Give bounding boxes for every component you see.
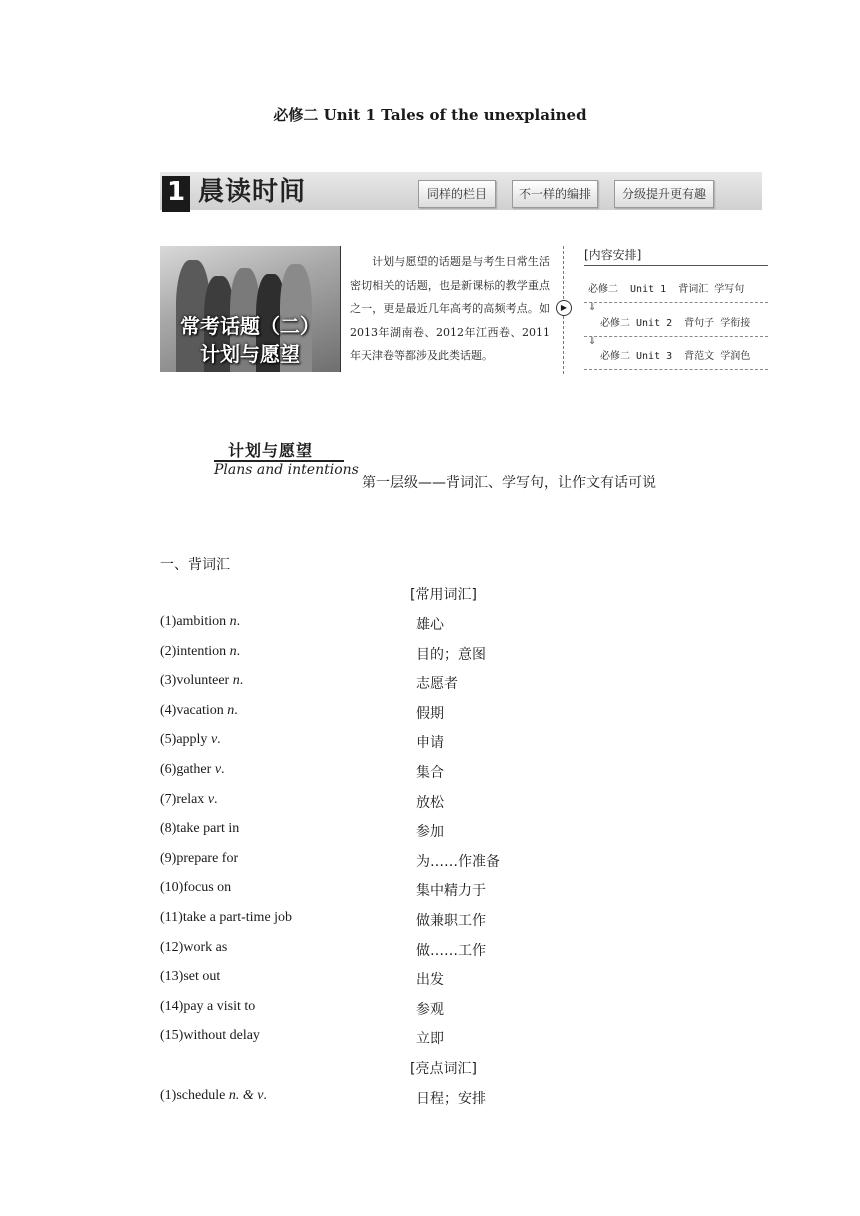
vocab-meaning: 立即 <box>416 1031 444 1048</box>
toc-item: 必修二 Unit 2 背句子 学衔接 <box>600 318 751 329</box>
vocab-meaning: 为……作准备 <box>416 853 500 870</box>
vocab-meaning: 做兼职工作 <box>416 913 486 929</box>
divider <box>584 265 768 266</box>
vocab-word: (9)prepare for <box>160 850 239 866</box>
down-arrow-icon: ⇓ <box>588 302 597 313</box>
vocab-meaning: 参加 <box>416 824 444 841</box>
vocab-meaning: 志愿者 <box>416 676 458 693</box>
divider <box>584 369 768 370</box>
vocab-meaning: 假期 <box>416 705 444 722</box>
page-title: 必修二 Unit 1 Tales of the unexplained <box>273 106 587 124</box>
banner-tag-graded: 分级提升更有趣 <box>614 180 714 208</box>
vocab-word: (14)pay a visit to <box>160 998 256 1014</box>
vocab-word: (10)focus on <box>160 880 232 896</box>
topic-photo <box>160 246 340 372</box>
vocab-word: (2)intention n. <box>160 643 241 659</box>
vocab-word: (5)apply v. <box>160 732 221 748</box>
level-heading: 第一层级——背词汇、学写句，让作文有话可说 <box>362 475 656 491</box>
vocab-meaning: 出发 <box>416 972 444 989</box>
banner-tag-same-column: 同样的栏目 <box>418 180 496 208</box>
vocab-word: (8)take part in <box>160 821 240 837</box>
play-arrow-icon: ▶ <box>556 300 572 316</box>
vocab-meaning: 申请 <box>416 735 444 752</box>
heading-vocabulary: 一、背词汇 <box>160 557 230 573</box>
vocab-word: (1)schedule n. & v. <box>160 1088 267 1103</box>
vocab-meaning: 日程；安排 <box>416 1091 486 1107</box>
vocab-meaning: 目的；意图 <box>416 646 486 663</box>
category-highlight: [亮点词汇] <box>410 1061 477 1077</box>
vocab-word: (1)ambition n. <box>160 614 241 629</box>
photo-caption-line2: 计划与愿望 <box>200 342 300 366</box>
vocab-word: (11)take a part-time job <box>160 910 293 925</box>
banner-tag-different-layout: 不一样的编排 <box>512 180 598 208</box>
category-common: [常用词汇] <box>410 587 477 603</box>
vocab-word: (4)vacation n. <box>160 702 238 718</box>
vocab-word: (13)set out <box>160 969 221 985</box>
vocab-meaning: 集中精力于 <box>416 883 486 900</box>
divider <box>340 246 341 372</box>
banner-title: 晨读时间 <box>198 177 307 207</box>
divider <box>584 302 768 303</box>
photo-caption-line1: 常考话题（二） <box>180 314 320 338</box>
vocab-word: (6)gather v. <box>160 762 225 777</box>
vocab-word: (12)work as <box>160 939 228 955</box>
vocab-meaning: 雄心 <box>416 617 444 633</box>
section-title-en: Plans and intentions <box>214 462 359 478</box>
section-title-cn: 计划与愿望 <box>228 441 314 460</box>
banner-number-icon: 1 <box>162 176 190 212</box>
intro-description: 计划与愿望的话题是与考生日常生活密切相关的话题，也是新课标的教学重点之一，更是最近几年高考的高频考点。如2013年湖南卷、2012年江西卷、2011年天津卷等都涉及此类话题。 <box>350 255 550 362</box>
vocab-word: (7)relax v. <box>160 791 218 807</box>
vocab-word: (3)volunteer n. <box>160 673 244 689</box>
vocab-word: (15)without delay <box>160 1028 260 1044</box>
vocab-meaning: 集合 <box>416 765 444 781</box>
divider <box>584 336 768 337</box>
toc-item: 必修二 Unit 3 背范文 学润色 <box>600 351 751 362</box>
vocab-meaning: 放松 <box>416 794 444 811</box>
vocab-meaning: 做……工作 <box>416 942 486 959</box>
toc-item: 必修二 Unit 1 背词汇 学写句 <box>588 284 745 295</box>
down-arrow-icon: ⇓ <box>588 336 597 347</box>
toc-title: [内容安排] <box>584 248 642 262</box>
vocab-meaning: 参观 <box>416 1001 444 1018</box>
